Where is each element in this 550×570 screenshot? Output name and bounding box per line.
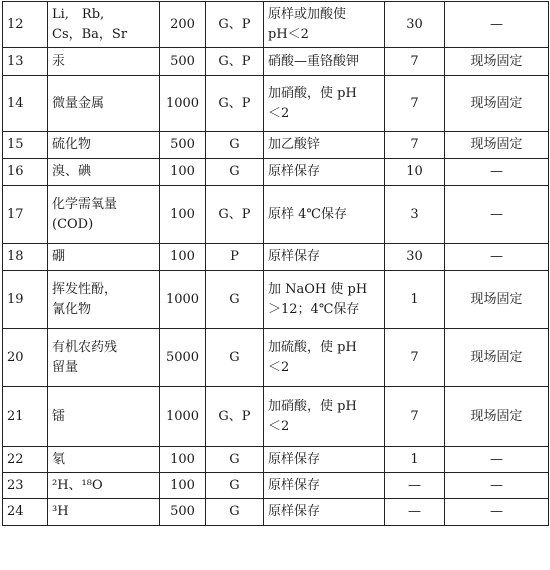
storage-time-cell: 1 — [385, 271, 445, 329]
row-number-cell: 24 — [3, 499, 48, 526]
container-type-cell: G — [206, 447, 264, 473]
sample-volume-cell: 100 — [160, 186, 206, 244]
test-item-cell: 溴、碘 — [48, 159, 160, 186]
preservation-method-cell: 原样保存 — [264, 447, 385, 473]
storage-time-cell: 7 — [385, 48, 445, 76]
remarks-cell: — — [445, 244, 549, 271]
preservation-method-cell: 硝酸—重铬酸钾 — [264, 48, 385, 76]
sample-volume-cell: 500 — [160, 499, 206, 526]
preservation-method-cell: 加 NaOH 使 pH ＞12；4℃保存 — [264, 271, 385, 329]
test-item-cell: 有机农药残 留量 — [48, 329, 160, 387]
row-number-cell: 16 — [3, 159, 48, 186]
test-item-cell: 微量金属 — [48, 76, 160, 132]
table-row — [3, 159, 549, 186]
table-row — [3, 271, 549, 329]
remarks-cell: 现场固定 — [445, 387, 549, 447]
table-row — [3, 76, 549, 132]
preservation-method-cell: 原样保存 — [264, 499, 385, 526]
sample-volume-cell: 1000 — [160, 271, 206, 329]
storage-time-cell: 30 — [385, 244, 445, 271]
preservation-method-cell: 加硝酸，使 pH ＜2 — [264, 76, 385, 132]
remarks-cell: 现场固定 — [445, 132, 549, 159]
container-type-cell: G、P — [206, 387, 264, 447]
test-item-cell: 硼 — [48, 244, 160, 271]
row-number-cell: 21 — [3, 387, 48, 447]
remarks-cell: — — [445, 499, 549, 526]
storage-time-cell: 7 — [385, 329, 445, 387]
remarks-cell: — — [445, 2, 549, 48]
row-number-cell: 14 — [3, 76, 48, 132]
row-number-cell: 15 — [3, 132, 48, 159]
remarks-cell: 现场固定 — [445, 76, 549, 132]
table-row — [3, 132, 549, 159]
test-item-cell: 镭 — [48, 387, 160, 447]
row-number-cell: 17 — [3, 186, 48, 244]
storage-time-cell: — — [385, 473, 445, 499]
row-number-cell: 12 — [3, 2, 48, 48]
row-number-cell: 22 — [3, 447, 48, 473]
preservation-method-cell: 原样保存 — [264, 473, 385, 499]
container-type-cell: G — [206, 473, 264, 499]
storage-time-cell: 7 — [385, 76, 445, 132]
sample-volume-cell: 1000 — [160, 387, 206, 447]
sampling-table — [2, 1, 549, 526]
remarks-cell: — — [445, 447, 549, 473]
container-type-cell: G、P — [206, 2, 264, 48]
storage-time-cell: 30 — [385, 2, 445, 48]
test-item-cell: 汞 — [48, 48, 160, 76]
test-item-cell: ²H、¹⁸O — [48, 473, 160, 499]
row-number-cell: 20 — [3, 329, 48, 387]
table-row — [3, 244, 549, 271]
remarks-cell: 现场固定 — [445, 271, 549, 329]
storage-time-cell: 10 — [385, 159, 445, 186]
preservation-method-cell: 加乙酸锌 — [264, 132, 385, 159]
container-type-cell: G — [206, 132, 264, 159]
test-item-cell: 氡 — [48, 447, 160, 473]
test-item-cell: Li, Rb, Cs，Ba，Sr — [48, 2, 160, 48]
storage-time-cell: 3 — [385, 186, 445, 244]
remarks-cell: 现场固定 — [445, 48, 549, 76]
sample-volume-cell: 100 — [160, 244, 206, 271]
remarks-cell: — — [445, 186, 549, 244]
container-type-cell: G — [206, 329, 264, 387]
table-row — [3, 447, 549, 473]
storage-time-cell: 7 — [385, 132, 445, 159]
sample-volume-cell: 5000 — [160, 329, 206, 387]
sample-volume-cell: 100 — [160, 447, 206, 473]
container-type-cell: G — [206, 159, 264, 186]
row-number-cell: 18 — [3, 244, 48, 271]
container-type-cell: G — [206, 271, 264, 329]
storage-time-cell: — — [385, 499, 445, 526]
container-type-cell: G — [206, 499, 264, 526]
row-number-cell: 13 — [3, 48, 48, 76]
table-row — [3, 387, 549, 447]
test-item-cell: ³H — [48, 499, 160, 526]
preservation-method-cell: 原样或加酸使 pH＜2 — [264, 2, 385, 48]
preservation-method-cell: 原样 4℃保存 — [264, 186, 385, 244]
preservation-method-cell: 加硫酸，使 pH ＜2 — [264, 329, 385, 387]
sample-volume-cell: 1000 — [160, 76, 206, 132]
container-type-cell: G、P — [206, 186, 264, 244]
container-type-cell: G、P — [206, 76, 264, 132]
remarks-cell: — — [445, 159, 549, 186]
remarks-cell: 现场固定 — [445, 329, 549, 387]
preservation-method-cell: 加硝酸，使 pH ＜2 — [264, 387, 385, 447]
row-number-cell: 19 — [3, 271, 48, 329]
test-item-cell: 硫化物 — [48, 132, 160, 159]
sample-volume-cell: 100 — [160, 159, 206, 186]
table-body — [3, 2, 549, 526]
sample-volume-cell: 100 — [160, 473, 206, 499]
storage-time-cell: 1 — [385, 447, 445, 473]
table-row — [3, 499, 549, 526]
sample-volume-cell: 500 — [160, 132, 206, 159]
table-row — [3, 48, 549, 76]
table-row — [3, 329, 549, 387]
table-row — [3, 2, 549, 48]
preservation-method-cell: 原样保存 — [264, 159, 385, 186]
table-row — [3, 473, 549, 499]
row-number-cell: 23 — [3, 473, 48, 499]
container-type-cell: P — [206, 244, 264, 271]
storage-time-cell: 7 — [385, 387, 445, 447]
container-type-cell: G、P — [206, 48, 264, 76]
sample-volume-cell: 500 — [160, 48, 206, 76]
sample-volume-cell: 200 — [160, 2, 206, 48]
test-item-cell: 化学需氧量 (COD) — [48, 186, 160, 244]
table-row — [3, 186, 549, 244]
remarks-cell: — — [445, 473, 549, 499]
test-item-cell: 挥发性酚， 氰化物 — [48, 271, 160, 329]
preservation-method-cell: 原样保存 — [264, 244, 385, 271]
